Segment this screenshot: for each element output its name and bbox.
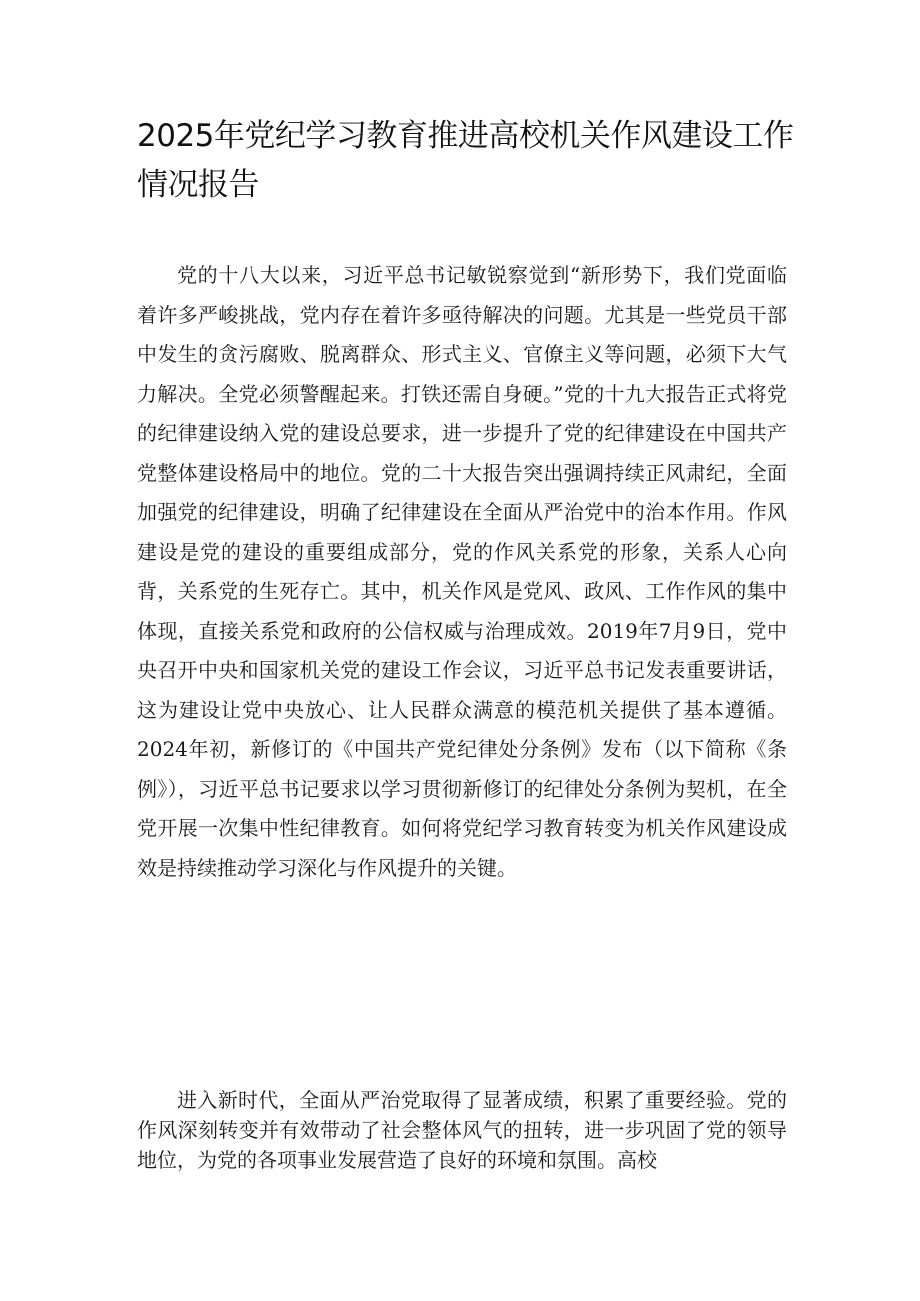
paragraph-2-block <box>137 1085 787 1175</box>
document-title: 2025年党纪学习教育推进高校机关作风建设工作情况报告 <box>137 118 794 203</box>
paragraph-2: 进入新时代，全面从严治党取得了显著成绩，积累了重要经验。党的作风深刻转变并有效带动了社会整体风气的扭转，进一步巩固了党的领导地位，为党的各项事业发展营造了良好的环境和氛围。高校 <box>137 1088 787 1172</box>
paragraph-1: 党的十八大以来，习近平总书记敏锐察觉到“新形势下，我们党面临着许多严峻挑战，党内存在着许多亟待解决的问题。尤其是一些党员干部中发生的贪污腐败、脱离群众、形式主义、官僚主义等问题，必须下大气力解决。全党必须警醒起来。打铁还需自身硬。”党的十九大报告正式将党的纪律建设纳入党的建设总要求，进一步提升了党的纪律建设在中国共产党整体建设格局中的地位。党的二十大报告突出强调持续正风肃纪，全面加强党的纪律建设，明确了纪律建设在全面从严治党中的治本作用。作风建设是党的建设的重要组成部分，党的作风关系党的形象，关系人心向背，关系党的生死存亡。其中，机关作风是党风、政风、工作作风的集中体现，直接关系党和政府的公信权威与治理成效。2019年7月9日，党中央召开中央和国家机关党的建设工作会议，习近平总书记发表重要讲话，这为建设让党中央放心、让人民群众满意的模范机关提供了基本遵循。2024年初，新修订的《中国共产党纪律处分条例》发布（以下简称《条例》），习近平总书记要求以学习贯彻新修订的纪律处分条例为契机，在全党开展一次集中性纪律教育。如何将党纪学习教育转变为机关作风建设成效是持续推动学习深化与作风提升的关键。 <box>137 263 787 880</box>
paragraph-1-block <box>137 256 787 888</box>
